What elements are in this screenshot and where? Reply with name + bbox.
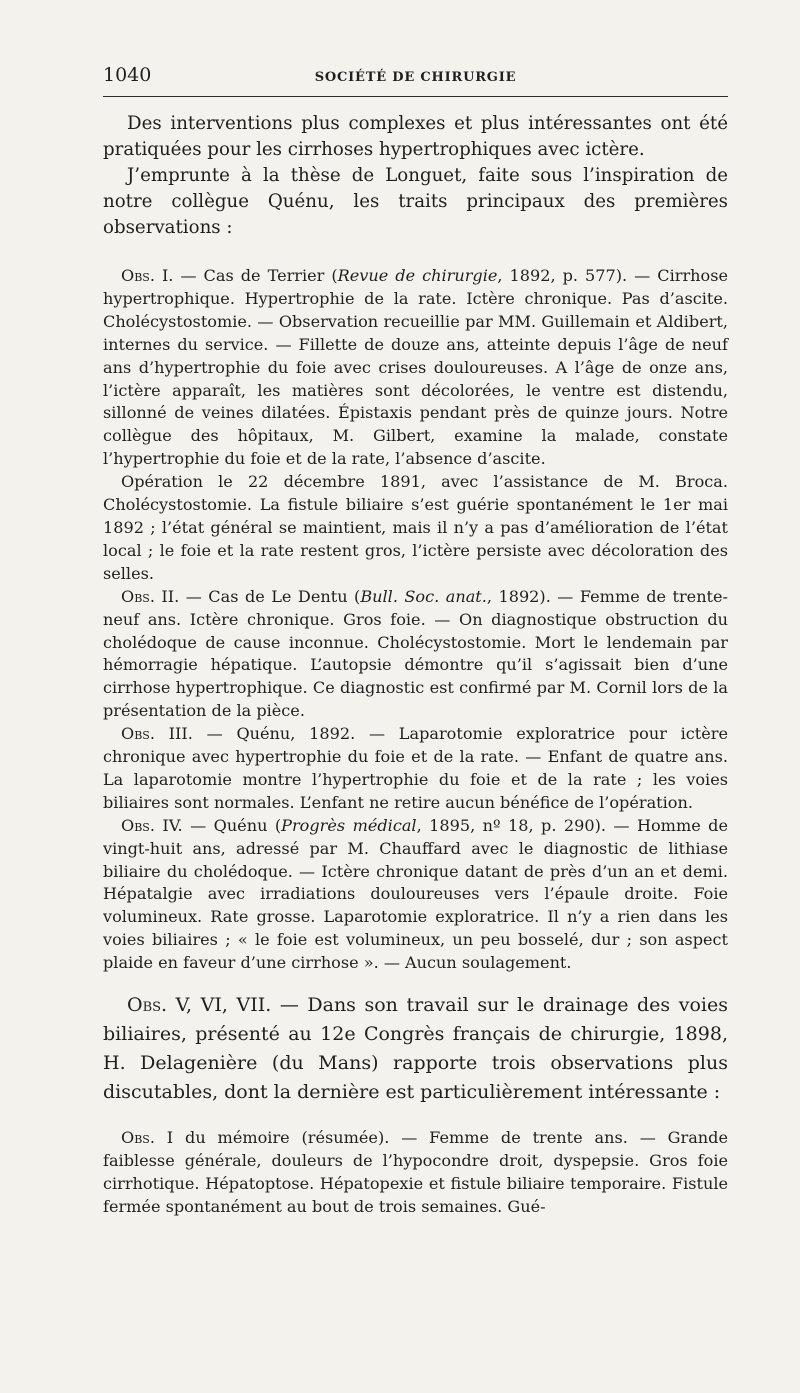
obs-4-paragraph (103, 815, 728, 975)
page-header (103, 62, 728, 97)
obs-2-text-a: — Cas de Le Dentu ( (179, 586, 361, 606)
obs-memoire-text: I du mémoire (résumée). — Femme de trente ans. — Grande faiblesse générale, douleurs de l’hypocondre droit, dyspepsie. Gros foie cirrhotique. Hépatoptose. Hépatopexie et fistule biliaire temporaire. Fistule fermée spontanément au bout de trois semaines. Gué- (103, 1128, 728, 1216)
obs-memoire-paragraph (103, 1127, 728, 1219)
observations-section (103, 265, 728, 975)
obs-5-7-paragraph (103, 991, 728, 1107)
obs-1-text-a: — Cas de Terrier ( (173, 266, 338, 285)
obs-4-label: Obs. IV. (121, 815, 183, 835)
obs-3-label: Obs. III. (121, 724, 193, 744)
obs-4-text-a: — Quénu ( (182, 815, 282, 835)
intro-paragraph-1: Des interventions plus complexes et plus intéressantes ont été pratiquées pour les cirrhoses hypertrophiques avec ictère. (103, 113, 728, 160)
intro-paragraph-2: J’emprunte à la thèse de Longuet, faite sous l’inspiration de notre collègue Quénu, les traits principaux des premières observations : (103, 165, 728, 238)
obs-4-reference: Progrès médical (281, 815, 417, 835)
intro-section (103, 111, 728, 241)
obs-5-7-text: — Dans son travail sur le drainage des voies biliaires, présenté au 12e Congrès français de chirurgie, 1898, H. Delagenière (du Mans) rapporte trois observations plus discutables, dont la dernière est particulièrement intéressante : (103, 994, 728, 1104)
obs-2-label: Obs. II. (121, 586, 180, 606)
obs-2-reference: Bull. Soc. anat. (360, 586, 487, 606)
obs-2-paragraph (103, 586, 728, 723)
obs-1-reference: Revue de chirurgie (337, 266, 498, 285)
page-number: 1040 (103, 64, 152, 86)
obs-5-7-label: Obs. V, VI, VII. (127, 994, 272, 1017)
obs-memoire-label: Obs. (121, 1128, 155, 1148)
running-head: SOCIÉTÉ DE CHIRURGIE (314, 70, 517, 85)
obs-3-text: — Quénu, 1892. — Laparotomie exploratrice pour ictère chronique avec hypertrophie du foie et de la rate. — Enfant de quatre ans. La laparotomie montre l’hypertrophie du foie et de la rate ; les voies biliaires sont normales. L’enfant ne retire aucun bénéfice de l’opération. (103, 724, 729, 812)
obs-4-text-b: , 1895, nº 18, p. 290). — Homme de vingt-huit ans, adressé par M. Chauffard avec le diagnostic de lithiase biliaire du cholédoque. — Ictère chronique datant de près d’un an et demi. Hépatalgie avec irradiations douloureuses vers l’épaule droite. Foie volumineux. Rate grosse. Laparotomie exploratrice. Il n’y a rien dans les voies biliaires ; « le foie est volumineux, un peu bosselé, dur ; son aspect plaide en faveur d’une cirrhose ». — Aucun soulagement. (103, 815, 728, 973)
obs-1-label: Obs. I. (121, 266, 174, 285)
obs-1-operation-paragraph: Opération le 22 décembre 1891, avec l’assistance de M. Broca. Cholécystostomie. La fistule biliaire s’est guérie spontanément le 1er mai 1892 ; l’état général se maintient, mais il n’y a pas d’amélioration de l’état local ; le foie et la rate restent gros, l’ictère persiste avec décoloration des selles. (103, 472, 728, 583)
obs-3-paragraph (103, 723, 728, 815)
obs-1-text-b: , 1892, p. 577). — Cirrhose hypertrophique. Hypertrophie de la rate. Ictère chronique. Pas d’ascite. Cholécystostomie. — Observation recueillie par MM. Guillemain et Aldibert, internes du service. — Fillette de douze ans, atteinte depuis l’âge de neuf ans d’hypertrophie du foie avec crises douloureuses. A l’âge de onze ans, l’ictère apparaît, les matières sont décolorées, le ventre est distendu, sillonné de veines dilatées. Épistaxis pendant près de quinze jours. Notre collègue des hôpitaux, M. Gilbert, examine la malade, constate l’hypertrophie du foie et de la rate, l’absence d’ascite. (103, 266, 728, 469)
obs-2-text-b: , 1892). — Femme de trente-neuf ans. Ictère chronique. Gros foie. — On diagnostique obstruction du cholédoque de cause inconnue. Cholécystostomie. Mort le lendemain par hémorragie hépatique. L’autopsie démontre qu’il s’agissait bien d’une cirrhose hypertrophique. Ce diagnostic est confirmé par M. Cornil lors de la présentation de la pièce. (103, 586, 728, 721)
obs-1-paragraph (103, 265, 728, 471)
